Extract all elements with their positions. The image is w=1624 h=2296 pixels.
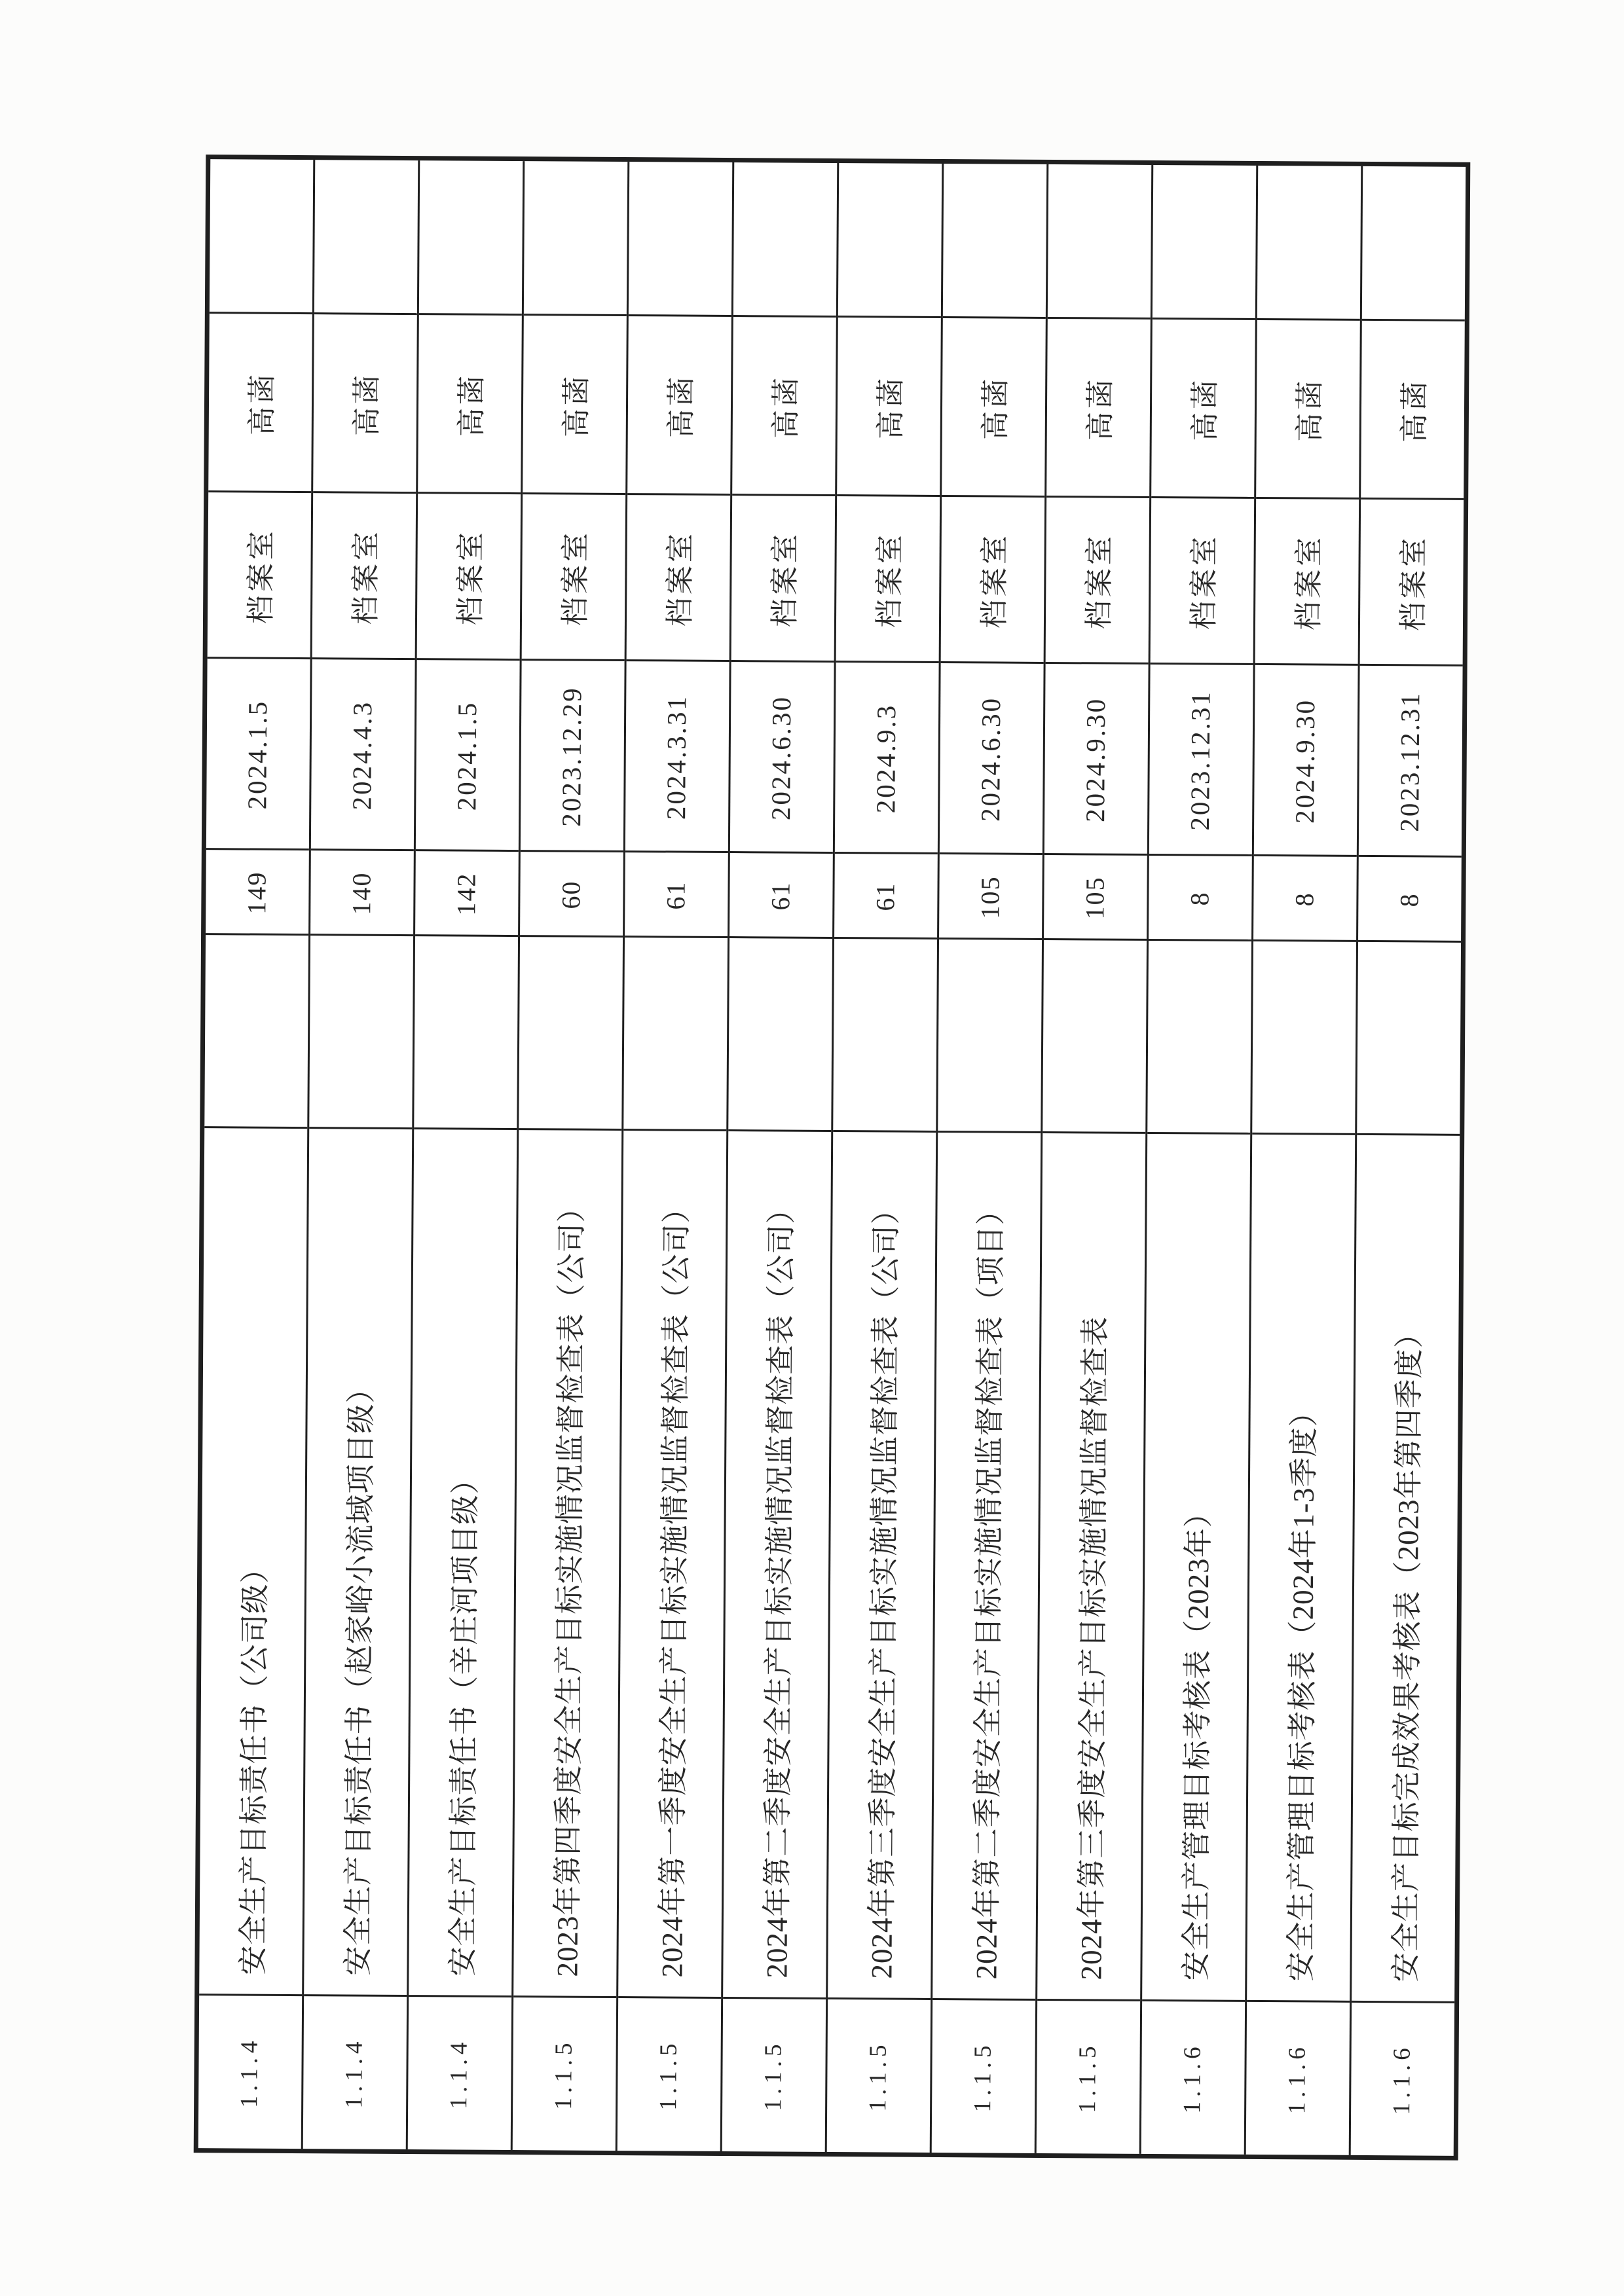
table-row	[408, 160, 525, 2150]
cell-archive-date	[311, 659, 415, 851]
index-text: 1.1.6	[1178, 2042, 1206, 2114]
date-text: 2024.6.30	[975, 696, 1006, 822]
cell-blank	[519, 937, 623, 1131]
cell-remark	[1153, 165, 1256, 320]
cell-index	[1141, 2001, 1245, 2155]
date-text: 2024.4.3	[346, 700, 378, 811]
index-text: 1.1.4	[340, 2037, 368, 2109]
table-row	[932, 164, 1049, 2153]
title-text: 安全生产目标责任书（辛庄河项目级）	[445, 1464, 482, 1977]
table-row	[513, 161, 630, 2151]
location-text: 档案室	[1082, 532, 1116, 630]
date-text: 2024.1.5	[242, 699, 273, 810]
cell-remark	[210, 159, 313, 314]
cell-blank	[728, 938, 832, 1132]
location-text: 档案室	[1292, 534, 1325, 631]
index-text: 1.1.5	[864, 2040, 892, 2112]
cell-location	[1360, 500, 1464, 666]
cell-keeper	[627, 316, 731, 496]
title-text: 2024年第三季度安全生产目标实施情况监督检查表（公司）	[864, 1194, 903, 1979]
date-text: 2023.12.31	[1394, 691, 1426, 832]
cell-remark	[1257, 166, 1361, 321]
keeper-text: 高菡	[1398, 378, 1431, 443]
cell-index	[827, 1999, 931, 2153]
cell-page-count	[834, 854, 938, 939]
page-count-text: 8	[1184, 891, 1214, 906]
cell-location	[836, 496, 940, 663]
page-count-text: 60	[555, 880, 586, 909]
cell-blank	[414, 936, 518, 1130]
cell-keeper	[942, 318, 1046, 498]
page-count-text: 8	[1393, 892, 1424, 907]
keeper-text: 高菡	[1293, 377, 1327, 443]
cell-title	[618, 1131, 726, 1999]
cell-blank	[623, 938, 728, 1131]
cell-archive-date	[521, 661, 625, 852]
cell-blank	[309, 936, 413, 1129]
title-text: 2024年第三季度安全生产目标实施情况监督检查表	[1074, 1316, 1112, 1980]
page-count-text: 61	[660, 881, 691, 910]
cell-remark	[838, 163, 942, 318]
cell-title	[932, 1133, 1041, 2001]
cell-location	[208, 492, 312, 659]
cell-index	[722, 1999, 826, 2152]
cell-blank	[833, 939, 937, 1133]
cell-blank	[938, 939, 1042, 1133]
location-text: 档案室	[873, 531, 906, 629]
date-text: 2024.6.30	[766, 695, 797, 821]
cell-page-count	[415, 851, 519, 937]
table-row	[198, 159, 316, 2149]
keeper-text: 高菡	[455, 372, 489, 437]
location-text: 档案室	[454, 528, 487, 626]
cell-keeper	[837, 318, 941, 497]
cell-location	[1046, 498, 1150, 665]
cell-archive-date	[1254, 665, 1358, 857]
cell-page-count	[625, 852, 728, 938]
document-table	[194, 155, 1471, 2160]
date-text: 2024.3.31	[661, 694, 692, 820]
cell-archive-date	[625, 661, 729, 853]
table-row	[303, 160, 420, 2149]
cell-page-count	[729, 853, 833, 939]
keeper-text: 高菡	[246, 371, 279, 436]
location-text: 档案室	[1187, 533, 1221, 630]
cell-blank	[1252, 941, 1356, 1135]
cell-location	[522, 494, 626, 661]
index-text: 1.1.5	[1073, 2041, 1101, 2113]
cell-keeper	[418, 315, 522, 494]
page-count-text: 8	[1289, 892, 1319, 907]
index-text: 1.1.6	[1388, 2043, 1416, 2115]
keeper-text: 高菡	[1084, 376, 1117, 441]
cell-keeper	[732, 317, 836, 496]
index-text: 1.1.5	[759, 2039, 787, 2111]
page-count-text: 61	[870, 882, 900, 911]
cell-title	[1352, 1135, 1460, 2003]
cell-page-count	[1253, 856, 1357, 942]
keeper-text: 高菡	[665, 373, 698, 439]
cell-archive-date	[730, 662, 834, 854]
table-row	[1037, 164, 1154, 2154]
table-row	[1351, 166, 1466, 2156]
cell-archive-date	[1359, 666, 1463, 858]
cell-blank	[204, 935, 308, 1129]
cell-index	[198, 1995, 302, 2149]
cell-title	[409, 1129, 517, 1997]
index-text: 1.1.6	[1283, 2043, 1311, 2115]
cell-page-count	[1044, 855, 1147, 941]
keeper-text: 高菡	[1189, 376, 1222, 442]
cell-page-count	[520, 852, 623, 938]
title-text: 2024年第一季度安全生产目标实施情况监督检查表（公司）	[655, 1193, 693, 1978]
cell-title	[199, 1128, 307, 1996]
cell-index	[932, 2000, 1035, 2153]
keeper-text: 高菡	[769, 374, 803, 439]
cell-archive-date	[416, 660, 520, 852]
page-count-text: 105	[974, 875, 1005, 919]
index-text: 1.1.4	[445, 2037, 473, 2109]
cell-index	[408, 1997, 511, 2150]
cell-location	[1255, 499, 1359, 666]
cell-keeper	[1361, 321, 1465, 500]
cell-title	[1037, 1133, 1145, 2001]
cell-keeper	[313, 314, 417, 494]
cell-keeper	[1151, 319, 1255, 499]
cell-index	[1037, 2001, 1140, 2154]
cell-archive-date	[940, 663, 1044, 855]
page-count-text: 140	[346, 871, 377, 915]
cell-keeper	[208, 314, 312, 493]
page-count-text: 105	[1079, 876, 1110, 920]
title-text: 安全生产目标责任书（公司级）	[236, 1553, 272, 1975]
cell-archive-date	[1044, 664, 1149, 856]
cell-page-count	[1149, 856, 1252, 941]
index-text: 1.1.5	[549, 2038, 578, 2110]
cell-remark	[419, 160, 523, 316]
cell-remark	[314, 160, 418, 315]
cell-blank	[1147, 941, 1251, 1135]
cell-location	[731, 496, 836, 663]
cell-title	[828, 1132, 936, 2000]
table-row	[618, 162, 735, 2151]
location-text: 档案室	[768, 530, 802, 628]
cell-title	[1247, 1135, 1355, 2003]
cell-archive-date	[206, 659, 310, 850]
cell-page-count	[206, 850, 309, 936]
cell-remark	[943, 164, 1046, 319]
cell-index	[1351, 2003, 1454, 2156]
table-row	[1246, 166, 1363, 2155]
index-text: 1.1.4	[235, 2036, 263, 2108]
cell-archive-date	[835, 663, 939, 854]
cell-location	[312, 493, 416, 660]
title-text: 安全生产管理目标考核表（2024年1-3季度）	[1283, 1396, 1321, 1982]
location-text: 档案室	[559, 529, 592, 627]
date-text: 2024.9.3	[870, 703, 902, 814]
keeper-text: 高菡	[874, 374, 908, 440]
index-text: 1.1.5	[654, 2039, 682, 2111]
cell-page-count	[310, 850, 414, 936]
cell-index	[1246, 2002, 1350, 2155]
date-text: 2024.9.30	[1080, 697, 1111, 823]
cell-location	[941, 497, 1045, 664]
location-text: 档案室	[244, 528, 278, 625]
cell-title	[723, 1131, 831, 1999]
title-text: 2024年第二季度安全生产目标实施情况监督检查表（项目）	[969, 1195, 1008, 1980]
cell-archive-date	[1149, 665, 1253, 856]
cell-location	[1151, 498, 1255, 665]
cell-remark	[733, 162, 837, 318]
keeper-text: 高菡	[350, 371, 384, 437]
cell-index	[303, 1996, 407, 2149]
cell-blank	[1043, 940, 1147, 1134]
cell-remark	[1048, 164, 1151, 319]
table-row	[1141, 165, 1259, 2155]
title-text: 2023年第四季度安全生产目标实施情况监督检查表（公司）	[550, 1192, 589, 1977]
page-count-text: 142	[451, 872, 481, 916]
location-text: 档案室	[349, 528, 382, 625]
index-text: 1.1.5	[969, 2041, 997, 2113]
keeper-text: 高菡	[560, 373, 593, 438]
location-text: 档案室	[978, 532, 1011, 629]
cell-remark	[629, 162, 732, 317]
cell-title	[304, 1129, 412, 1997]
title-text: 安全生产管理目标考核表（2023年）	[1179, 1497, 1215, 1981]
cell-remark	[1362, 166, 1466, 321]
page-count-text: 149	[241, 871, 272, 915]
cell-keeper	[1256, 320, 1360, 500]
cell-index	[618, 1998, 721, 2151]
table-row	[827, 163, 944, 2153]
cell-title	[513, 1130, 621, 1998]
cell-title	[1142, 1134, 1250, 2002]
cell-keeper	[1046, 319, 1151, 498]
date-text: 2024.9.30	[1289, 698, 1321, 824]
cell-page-count	[939, 854, 1043, 940]
cell-location	[417, 494, 521, 661]
cell-location	[627, 495, 731, 662]
table-row	[722, 162, 840, 2152]
date-text: 2023.12.31	[1185, 690, 1216, 831]
cell-page-count	[1358, 857, 1462, 943]
date-text: 2023.12.29	[556, 686, 587, 827]
cell-keeper	[523, 316, 627, 495]
title-text: 安全生产目标完成效果考核表（2023年第四季度）	[1388, 1318, 1426, 1982]
title-text: 2024年第二季度安全生产目标实施情况监督检查表（公司）	[760, 1194, 798, 1978]
page-count-text: 61	[765, 881, 796, 911]
keeper-text: 高菡	[979, 375, 1012, 441]
date-text: 2024.1.5	[451, 701, 483, 811]
cell-index	[513, 1997, 616, 2151]
title-text: 安全生产目标责任书（赵家峪小流域项目级）	[341, 1373, 378, 1976]
cell-remark	[524, 161, 627, 316]
location-text: 档案室	[1397, 534, 1430, 632]
location-text: 档案室	[663, 530, 697, 627]
cell-blank	[1357, 942, 1461, 1136]
